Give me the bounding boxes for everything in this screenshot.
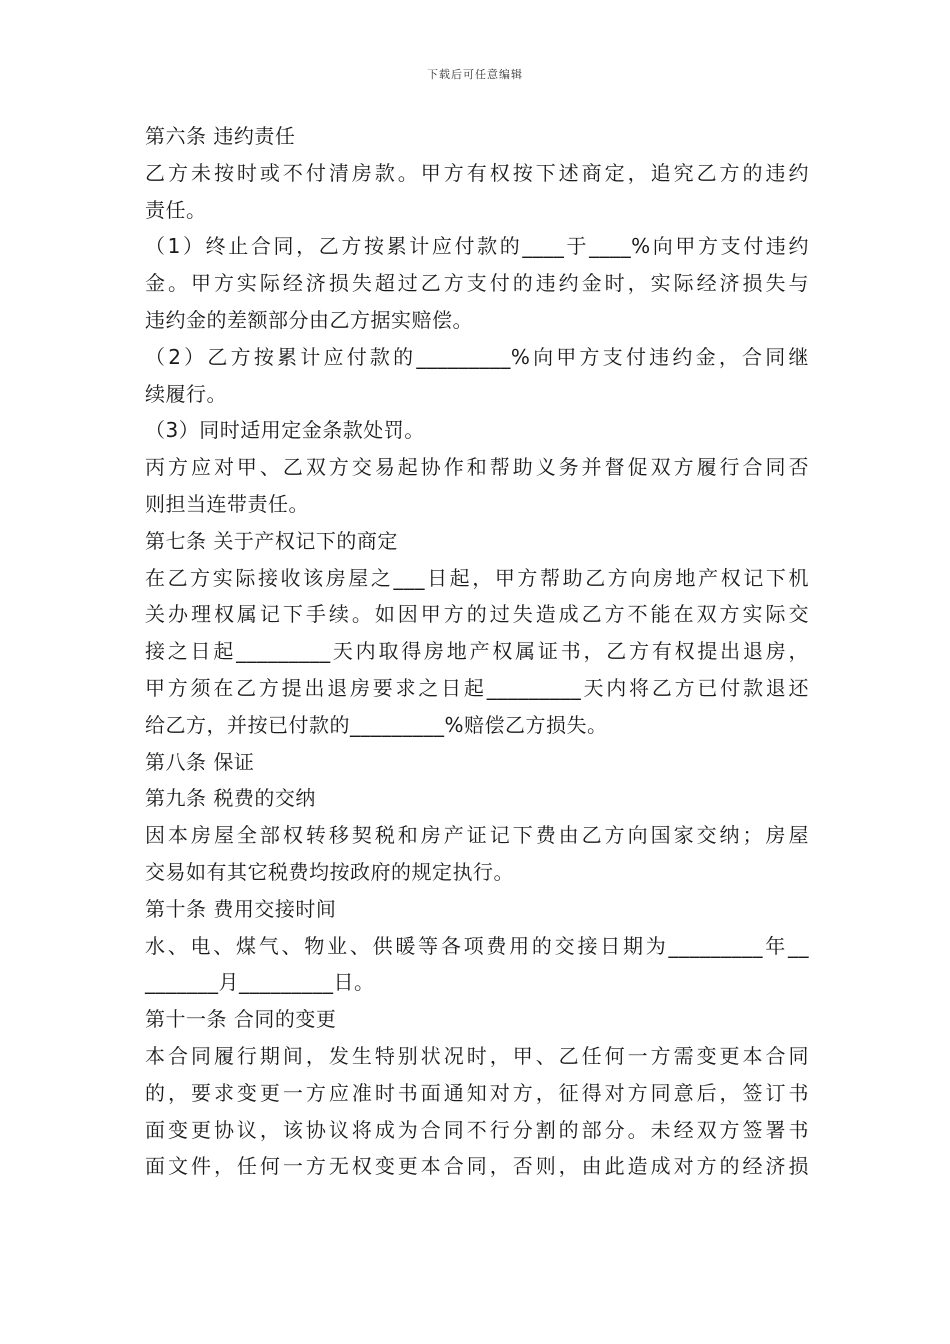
article-7-heading: 第七条 关于产权记下的商定 <box>145 528 398 553</box>
article-9-heading: 第九条 税费的交纳 <box>145 786 316 811</box>
paragraph-line: 给乙方，并按已付款的_________%赔偿乙方损失。 <box>145 712 608 737</box>
paragraph-line: 责任。 <box>145 197 207 222</box>
paragraph-line: 交易如有其它税费均按政府的规定执行。 <box>145 859 514 884</box>
paragraph-line: 金。甲方实际经济损失超过乙方支付的违约金时，实际经济损失与 <box>145 271 809 296</box>
paragraph-line: 面变更协议，该协议将成为合同不行分割的部分。未经双方签署书 <box>145 1117 809 1142</box>
paragraph-line: 本合同履行期间，发生特别状况时，甲、乙任何一方需变更本合同 <box>145 1043 809 1068</box>
paragraph-line: 接之日起_________天内取得房地产权属证书，乙方有权提出退房， <box>145 639 809 664</box>
article-11-heading: 第十一条 合同的变更 <box>145 1007 337 1032</box>
paragraph-line: 续履行。 <box>145 381 227 406</box>
paragraph-line: 在乙方实际接收该房屋之___日起，甲方帮助乙方向房地产权记下机 <box>145 565 809 590</box>
paragraph-line: （2）乙方按累计应付款的_________%向甲方支付违约金，合同继 <box>145 344 809 369</box>
page-header-note: 下载后可任意编辑 <box>427 68 523 81</box>
document-body <box>145 118 809 1185</box>
paragraph-line: 乙方未按时或不付清房款。甲方有权按下述商定，追究乙方的违约 <box>145 160 809 185</box>
paragraph-line: 则担当连带责任。 <box>145 491 309 516</box>
article-6-heading: 第六条 违约责任 <box>145 124 296 148</box>
paragraph-line: 关办理权属记下手续。如因甲方的过失造成乙方不能在双方实际交 <box>145 602 809 627</box>
paragraph-line: （1）终止合同，乙方按累计应付款的____于____%向甲方支付违约 <box>145 234 809 259</box>
paragraph-line: 违约金的差额部分由乙方据实赔偿。 <box>145 307 473 332</box>
paragraph-line: 因本房屋全部权转移契税和房产证记下费由乙方向国家交纳；房屋 <box>145 823 809 848</box>
paragraph-line: 甲方须在乙方提出退房要求之日起_________天内将乙方已付款退还 <box>145 675 809 700</box>
paragraph-line: （3）同时适用定金条款处罚。 <box>145 418 425 443</box>
article-8-heading: 第八条 保证 <box>145 749 255 774</box>
paragraph-line: 的，要求变更一方应准时书面通知对方，征得对方同意后，签订书 <box>145 1080 809 1105</box>
paragraph-line: _______月_________日。 <box>145 970 375 995</box>
paragraph-line: 水、电、煤气、物业、供暖等各项费用的交接日期为_________年__ <box>145 933 809 958</box>
article-10-heading: 第十条 费用交接时间 <box>145 896 337 921</box>
paragraph-line: 面文件，任何一方无权变更本合同，否则，由此造成对方的经济损 <box>145 1154 809 1179</box>
paragraph-line: 丙方应对甲、乙双方交易起协作和帮助义务并督促双方履行合同否 <box>145 455 809 480</box>
